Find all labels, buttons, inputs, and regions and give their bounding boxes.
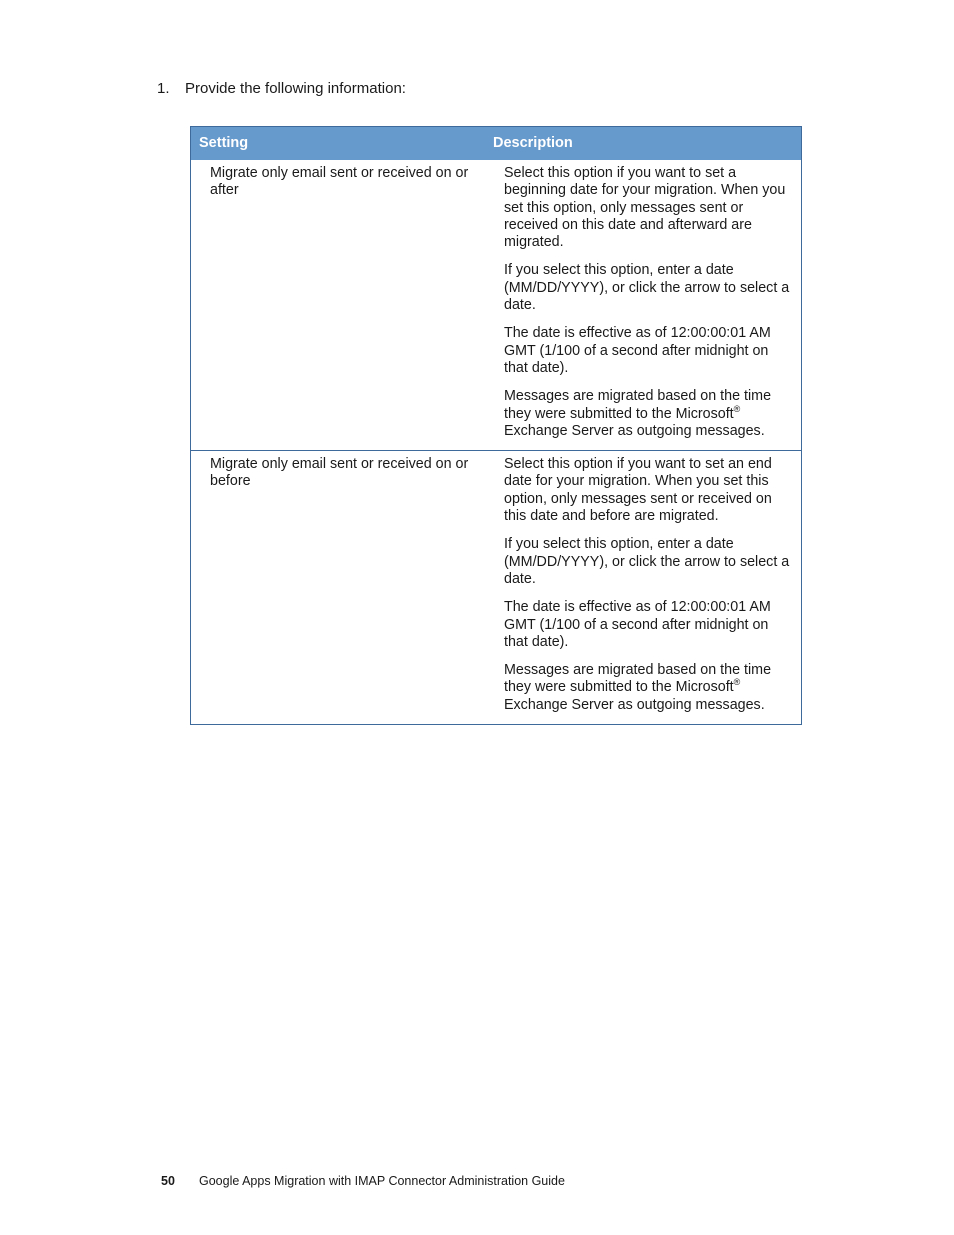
registered-mark: ® [733,677,741,688]
column-header-setting: Setting [191,127,486,161]
paragraph-text: Exchange Server as outgoing messages. [504,696,765,713]
page-number: 50 [161,1174,175,1188]
instruction-step [157,79,406,99]
description-paragraph [504,388,791,440]
document-title: Google Apps Migration with IMAP Connector Administration Guide [199,1174,565,1188]
setting-cell: Migrate only email sent or received on or before [210,456,469,490]
description-paragraph: Select this option if you want to set an end date for your migration. When you set this option, only messages sent or received on this date and before are migrated. [504,456,772,525]
setting-cell: Migrate only email sent or received on or after [191,160,486,451]
description-cell [485,160,802,451]
table-row [191,451,802,725]
description-cell [485,451,802,725]
paragraph-text: Messages are migrated based on the time they were submitted to the Microsoft [504,388,772,422]
step-number: 1. [157,80,170,97]
page-footer [161,1173,565,1189]
registered-mark: ® [733,403,741,414]
column-header-description: Description [485,127,802,161]
step-text: Provide the following information: [185,80,406,97]
description-paragraph: The date is effective as of 12:00:00:01 AM GMT (1/100 of a second after midnight on that date). [504,599,771,650]
paragraph-text: Messages are migrated based on the time they were submitted to the Microsoft [504,662,772,696]
table-row [191,160,802,451]
description-paragraph: If you select this option, enter a date (MM/DD/YYYY), or click the arrow to select a date. [504,536,790,587]
description-paragraph: The date is effective as of 12:00:00:01 AM GMT (1/100 of a second after midnight on that date). [504,325,771,376]
description-paragraph [504,662,791,714]
description-paragraph: Select this option if you want to set a beginning date for your migration. When you set this option, only messages sent or received on this date and afterward are migrated. [504,165,786,251]
table-header-row [191,127,802,161]
settings-table [190,126,802,725]
paragraph-text: Exchange Server as outgoing messages. [504,422,765,439]
description-paragraph: If you select this option, enter a date (MM/DD/YYYY), or click the arrow to select a date. [504,262,790,314]
